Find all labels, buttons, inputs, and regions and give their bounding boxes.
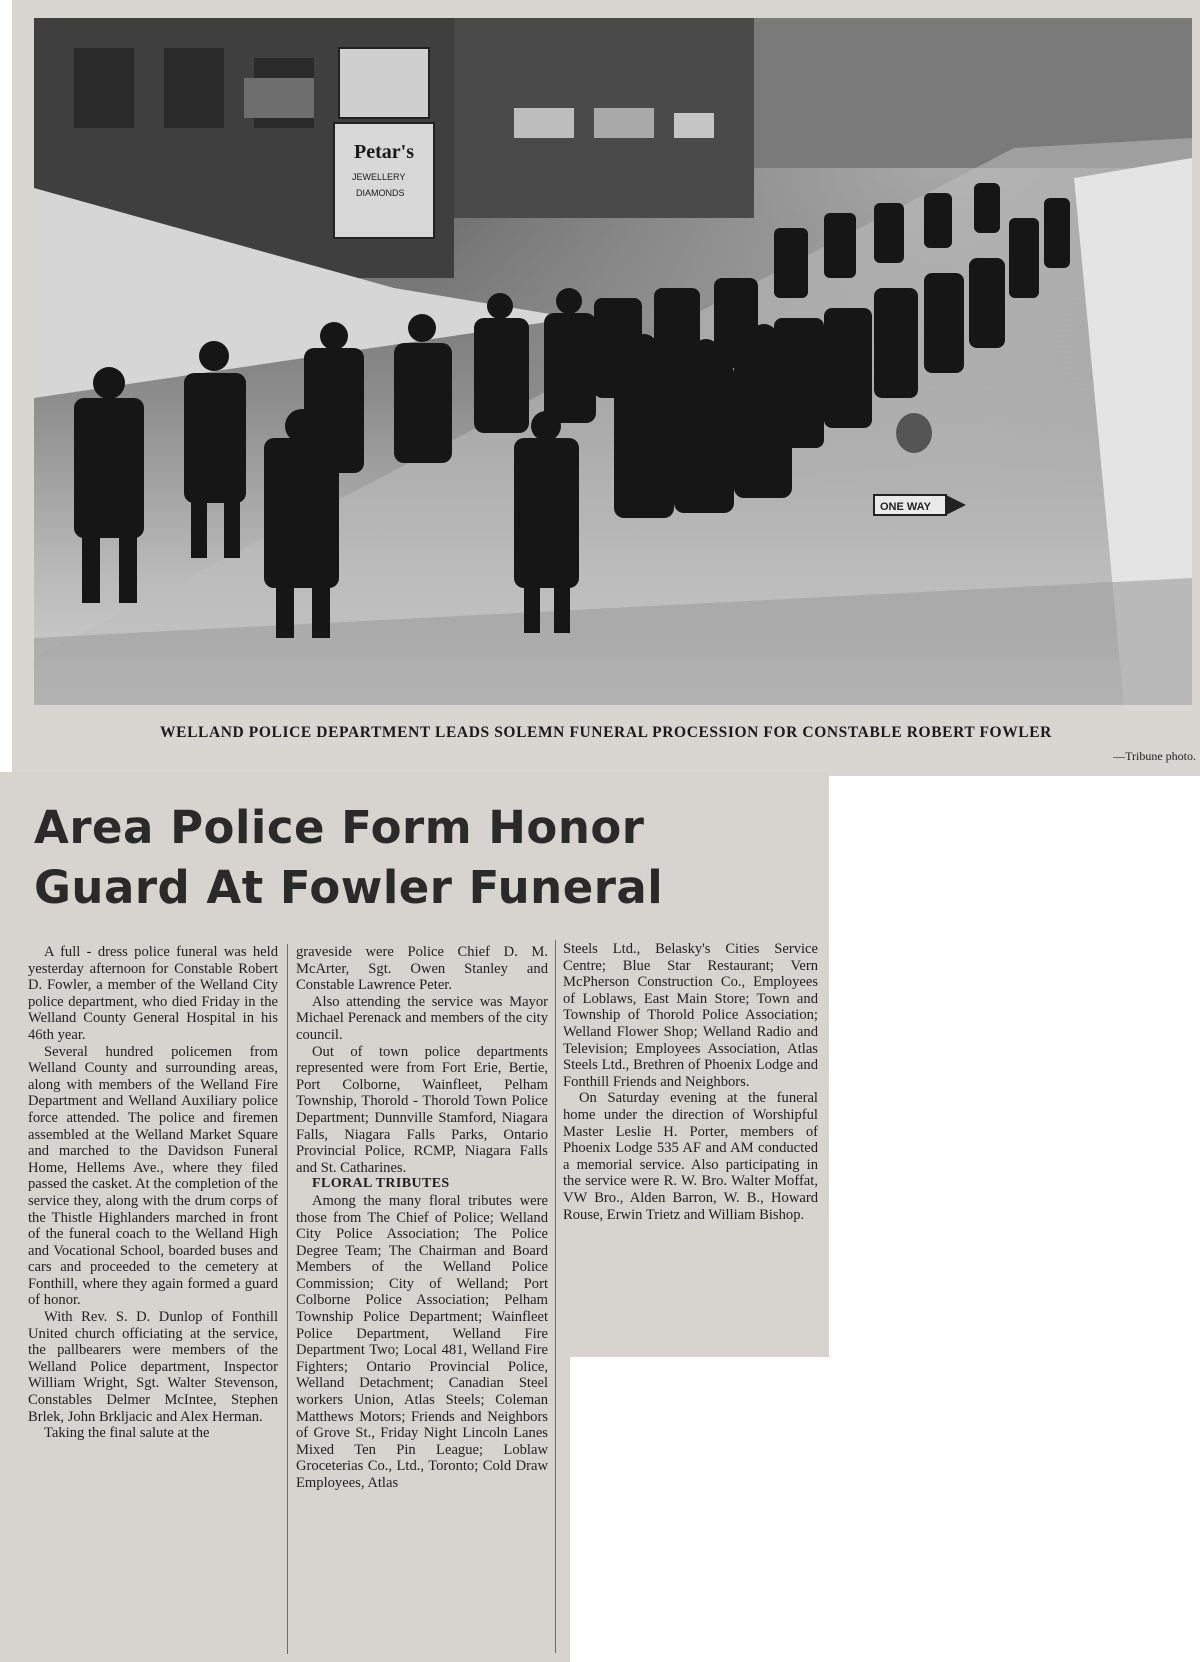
- paragraph: Among the many floral tributes were those from The Chief of Police; Welland City Police Association; The Police Degree Team; The Chairman and Board Members of the Welland Police Commission; City of Welland; Port Colborne Police Association; Pelham Township Police Department; Wainfleet Police Department, Welland Fire Department Two; Local 481, Welland Fire Fighters; Ontario Provincial Police, Welland Detachment; Canadian Steel workers Union, Atlas Steels; Coleman Matthews Motors; Friends and Neighbors of Grove St., Friday Night Lincoln Lanes Mixed Ten Pin League; Loblaw Groceterias Co., Ltd., Toronto; Cold Draw Employees, Atlas: [296, 1192, 548, 1491]
- article-column-3: [563, 941, 818, 1223]
- paragraph: Steels Ltd., Belasky's Cities Service Centre; Blue Star Restaurant; Vern McPherson Construction Co., Employees of Loblaws, East Main Store; Town and Township of Thorold Police Association; Welland Flower Shop; Welland Radio and Television; Employees Association, Atlas Steels Ltd., Brethren of Phoenix Lodge and Fonthill Friends and Neighbors.: [563, 941, 818, 1090]
- procession-illustration: [34, 18, 1192, 705]
- store-sign-line2: DIAMONDS: [356, 188, 405, 198]
- paragraph: On Saturday evening at the funeral home under the direction of Worshipful Master Leslie H. Porter, members of Phoenix Lodge 535 AF and AM conducted a memorial service. Also participating in the service were R. W. Bro. Walter Moffat, VW Bro., Alden Barron, W. B., Howard Rouse, Erwin Trietz and William Bishop.: [563, 1090, 818, 1223]
- article-column-1: [28, 944, 278, 1442]
- headline-line-2: Guard At Fowler Funeral: [34, 861, 664, 914]
- column-rule-2: [555, 940, 556, 1653]
- torn-corner: [570, 1357, 829, 1662]
- paragraph: graveside were Police Chief D. M. McArter, Sgt. Owen Stanley and Constable Lawrence Peter.: [296, 944, 548, 994]
- fire-hydrant: [896, 413, 932, 453]
- photo-clipping: [12, 0, 1200, 776]
- paragraph: With Rev. S. D. Dunlop of Fonthill United church officiating at the service, the pallbearers were members of the Welland Police department, Inspector William Wright, Sgt. Walter Stevenson, Constables Delmer McIntee, Stephen Brlek, John Brkljacic and Alex Herman.: [28, 1309, 278, 1425]
- paragraph: A full - dress police funeral was held yesterday afternoon for Constable Robert D. Fowler, a member of the Welland City police department, who died Friday in the Welland County General Hospital in his 46th year.: [28, 944, 278, 1043]
- article-column-2: [296, 944, 548, 1492]
- one-way-sign-text: ONE WAY: [880, 501, 931, 513]
- photo-credit: —Tribune photo.: [1113, 749, 1196, 763]
- photo-caption: WELLAND POLICE DEPARTMENT LEADS SOLEMN FUNERAL PROCESSION FOR CONSTABLE ROBERT FOWLER: [160, 724, 1052, 741]
- section-subhead: FLORAL TRIBUTES: [312, 1176, 450, 1192]
- procession-photo: [34, 18, 1192, 705]
- paragraph: Out of town police departments represented were from Fort Erie, Bertie, Port Colborne, Wainfleet, Pelham Township, Thorold - Thorold Town Police Department; Dunnville Stamford, Niagara Falls, Niagara Falls Parks, Ontario Provincial Police, RCMP, Niagara Falls and St. Catharines.: [296, 1043, 548, 1176]
- store-sign-line1: JEWELLERY: [352, 172, 406, 182]
- paragraph: Taking the final salute at the: [44, 1425, 210, 1442]
- column-rule-1: [287, 944, 288, 1654]
- paragraph: Also attending the service was Mayor Michael Perenack and members of the city council.: [296, 993, 548, 1043]
- paragraph: Several hundred policemen from Welland County and surrounding areas, along with members of the Welland Fire Department and Welland Auxiliary police force attended. The police and firemen assembled at the Welland Market Square and marched to the Davidson Funeral Home, Hellems Ave., where they filed passed the casket. At the completion of the service they, along with the drum corps of the Thistle Highlanders marched in front of the funeral coach to the Welland High and Vocational School, boarded buses and cars and proceeded to the cemetery at Fonthill, where they again formed a guard of honor.: [28, 1043, 278, 1309]
- article-headline: [34, 798, 824, 918]
- store-sign-name: Petar's: [354, 141, 414, 163]
- headline-line-1: Area Police Form Honor: [34, 801, 645, 854]
